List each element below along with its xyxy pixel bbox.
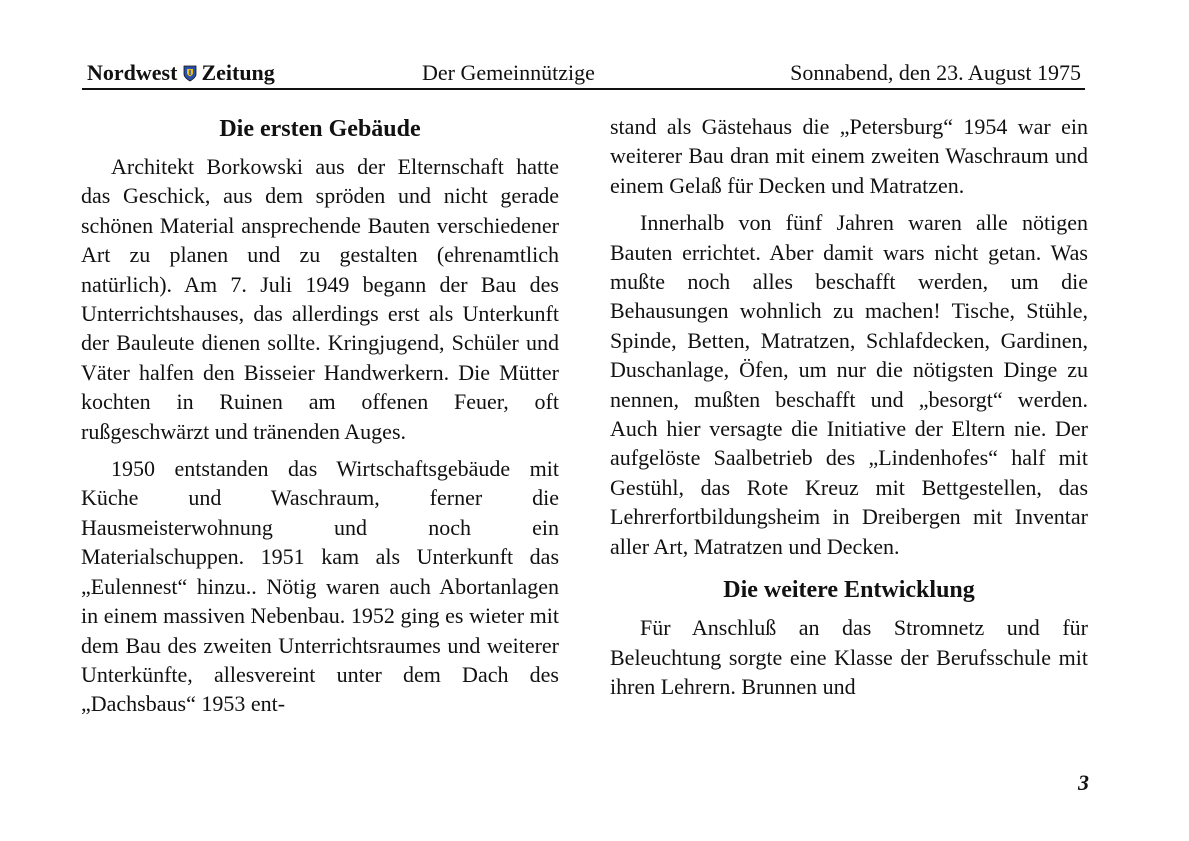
section-heading: Die ersten Gebäude [219,116,421,142]
section-heading: Die weitere Entwicklung [723,577,975,604]
masthead-name-part2: Zeitung [201,60,275,85]
issue-date: Sonnabend, den 23. August 1975 [790,60,1081,85]
coat-of-arms-icon [183,65,197,82]
paragraph: Innerhalb von fünf Jahren waren alle nötigen Bauten errichtet. Aber damit wars nicht getan. Was mußte noch alles beschafft werden, um die Behausungen wohnlich zu machen! Tische, Stühle, Spinde, Betten, Matratzen, Schlafdecken, Gardinen, Duschanlage, Öfen, um nur die nötigsten Dinge zu nennen, mußten beschafft und „besorgt“ werden. Auch hier versagte die Initiative der Eltern nie. Der aufgelöste Saalbetrieb des „Lindenhofes“ half mit Gestühl, das Rote Kreuz mit Bettgestellen, das Lehrerfortbildungsheim in Dreibergen mit Inventar aller Art, Matratzen und Decken. [610,210,1088,559]
supplement-title: Der Gemeinnützige [422,60,595,85]
newspaper-masthead [87,60,275,86]
masthead-name-part1: Nordwest [87,60,178,85]
paragraph: Für Anschluß an das Stromnetz und für Beleuchtung sorgte eine Klasse der Berufsschule mit ihren Lehrern. Brunnen und [610,615,1088,699]
paragraph: stand als Gästehaus die „Petersburg“ 1954 war ein weiterer Bau dran mit einem zweiten Waschraum und einem Gelaß für Decken und Matratzen. [610,114,1088,198]
left-column [81,112,559,727]
page-number: 3 [1078,770,1089,795]
right-column [610,112,1088,709]
paragraph: 1950 entstanden das Wirtschaftsgebäude mit Küche und Waschraum, ferner die Hausmeisterwohnung und noch ein Materialschuppen. 1951 kam als Unterkunft das „Eulennest“ hinzu.. Nötig waren auch Abortanlagen in einem massiven Nebenbau. 1952 ging es wieter mit dem Bau des zweiten Unterrichtsraumes und weiterer Unterkünfte, allesvereint unter dem Dach des „Dachsbaus“ 1953 ent- [81,456,559,717]
page-header [82,58,1085,90]
paragraph: Architekt Borkowski aus der Elternschaft hatte das Geschick, aus dem spröden und nicht gerade schönen Material ansprechende Bauten verschiedener Art zu planen und zu gestalten (ehrenamtlich natürlich). Am 7. Juli 1949 begann der Bau des Unterrichtshauses, das allerdings erst als Unterkunft der Bauleute dienen sollte. Kringjugend, Schüler und Väter halfen den Bisseier Handwerkern. Die Mütter kochten in Ruinen am offenen Feuer, oft rußgeschwärzt und tränenden Auges. [81,154,559,444]
